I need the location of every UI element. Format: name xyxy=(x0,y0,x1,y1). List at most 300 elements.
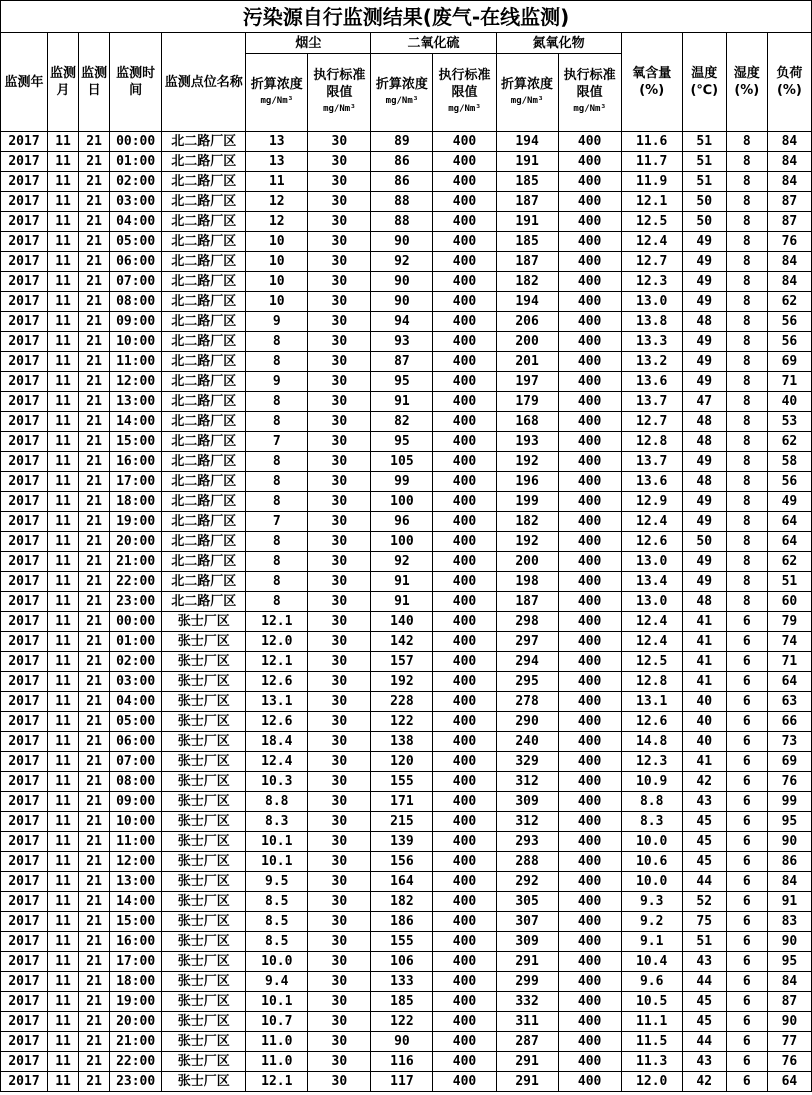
cell-nox-conc: 292 xyxy=(496,872,558,892)
cell-dust-limit: 30 xyxy=(308,1072,371,1092)
cell-so2-conc: 155 xyxy=(371,772,433,792)
cell-nox-conc: 197 xyxy=(496,372,558,392)
cell-dust-conc: 9.5 xyxy=(246,872,308,892)
cell-o2: 13.0 xyxy=(621,592,682,612)
cell-time: 22:00 xyxy=(110,1052,162,1072)
cell-day: 21 xyxy=(79,1032,110,1052)
cell-dust-conc: 8 xyxy=(246,552,308,572)
cell-site: 张士厂区 xyxy=(162,892,246,912)
cell-nox-conc: 193 xyxy=(496,432,558,452)
cell-load: 56 xyxy=(767,312,811,332)
cell-load: 90 xyxy=(767,832,811,852)
cell-load: 77 xyxy=(767,1032,811,1052)
cell-year: 2017 xyxy=(1,272,48,292)
unit-label: mg/Nm³ xyxy=(385,95,419,106)
cell-site: 北二路厂区 xyxy=(162,312,246,332)
cell-load: 95 xyxy=(767,952,811,972)
cell-nox-conc: 312 xyxy=(496,812,558,832)
cell-so2-limit: 400 xyxy=(433,572,496,592)
cell-so2-limit: 400 xyxy=(433,592,496,612)
cell-month: 11 xyxy=(48,612,79,632)
cell-site: 张士厂区 xyxy=(162,712,246,732)
cell-day: 21 xyxy=(79,392,110,412)
cell-nox-limit: 400 xyxy=(558,392,621,412)
cell-month: 11 xyxy=(48,512,79,532)
cell-so2-limit: 400 xyxy=(433,612,496,632)
cell-year: 2017 xyxy=(1,672,48,692)
cell-nox-conc: 291 xyxy=(496,1072,558,1092)
cell-dust-conc: 10.1 xyxy=(246,992,308,1012)
cell-o2: 12.0 xyxy=(621,1072,682,1092)
cell-nox-limit: 400 xyxy=(558,952,621,972)
cell-load: 64 xyxy=(767,512,811,532)
cell-month: 11 xyxy=(48,192,79,212)
cell-temp: 43 xyxy=(682,952,726,972)
cell-site: 张士厂区 xyxy=(162,932,246,952)
cell-humid: 6 xyxy=(726,1012,767,1032)
cell-time: 01:00 xyxy=(110,632,162,652)
cell-o2: 13.4 xyxy=(621,572,682,592)
table-row xyxy=(1,612,812,632)
cell-temp: 75 xyxy=(682,912,726,932)
cell-load: 76 xyxy=(767,1052,811,1072)
cell-nox-limit: 400 xyxy=(558,992,621,1012)
cell-month: 11 xyxy=(48,712,79,732)
cell-temp: 42 xyxy=(682,1072,726,1092)
cell-so2-conc: 156 xyxy=(371,852,433,872)
cell-o2: 12.4 xyxy=(621,512,682,532)
cell-temp: 49 xyxy=(682,272,726,292)
cell-load: 63 xyxy=(767,692,811,712)
cell-dust-limit: 30 xyxy=(308,832,371,852)
table-row xyxy=(1,772,812,792)
cell-dust-conc: 12.6 xyxy=(246,712,308,732)
cell-so2-limit: 400 xyxy=(433,1032,496,1052)
cell-nox-limit: 400 xyxy=(558,132,621,152)
cell-humid: 8 xyxy=(726,452,767,472)
cell-day: 21 xyxy=(79,932,110,952)
cell-dust-limit: 30 xyxy=(308,532,371,552)
cell-so2-limit: 400 xyxy=(433,192,496,212)
cell-temp: 49 xyxy=(682,452,726,472)
cell-month: 11 xyxy=(48,852,79,872)
cell-year: 2017 xyxy=(1,332,48,352)
table-row xyxy=(1,752,812,772)
header-time: 监测时间 xyxy=(110,33,162,132)
cell-so2-conc: 92 xyxy=(371,252,433,272)
header-month: 监测月 xyxy=(48,33,79,132)
cell-dust-conc: 12 xyxy=(246,212,308,232)
cell-year: 2017 xyxy=(1,212,48,232)
cell-site: 张士厂区 xyxy=(162,1052,246,1072)
cell-day: 21 xyxy=(79,412,110,432)
cell-o2: 11.5 xyxy=(621,1032,682,1052)
cell-nox-conc: 298 xyxy=(496,612,558,632)
unit-label: mg/Nm³ xyxy=(573,104,606,114)
cell-nox-conc: 201 xyxy=(496,352,558,372)
cell-dust-conc: 12.1 xyxy=(246,1072,308,1092)
cell-day: 21 xyxy=(79,432,110,452)
cell-dust-limit: 30 xyxy=(308,492,371,512)
cell-year: 2017 xyxy=(1,692,48,712)
cell-nox-conc: 309 xyxy=(496,932,558,952)
cell-o2: 10.4 xyxy=(621,952,682,972)
cell-so2-limit: 400 xyxy=(433,552,496,572)
cell-temp: 45 xyxy=(682,1012,726,1032)
table-row xyxy=(1,352,812,372)
cell-site: 张士厂区 xyxy=(162,852,246,872)
cell-dust-limit: 30 xyxy=(308,132,371,152)
cell-temp: 52 xyxy=(682,892,726,912)
cell-so2-conc: 106 xyxy=(371,952,433,972)
cell-site: 北二路厂区 xyxy=(162,272,246,292)
cell-humid: 8 xyxy=(726,572,767,592)
cell-day: 21 xyxy=(79,952,110,972)
cell-load: 90 xyxy=(767,1012,811,1032)
cell-time: 06:00 xyxy=(110,252,162,272)
cell-nox-conc: 278 xyxy=(496,692,558,712)
table-row xyxy=(1,672,812,692)
cell-nox-limit: 400 xyxy=(558,532,621,552)
cell-load: 49 xyxy=(767,492,811,512)
cell-site: 北二路厂区 xyxy=(162,512,246,532)
cell-nox-conc: 179 xyxy=(496,392,558,412)
cell-time: 13:00 xyxy=(110,392,162,412)
cell-month: 11 xyxy=(48,372,79,392)
cell-dust-conc: 13 xyxy=(246,132,308,152)
cell-so2-limit: 400 xyxy=(433,272,496,292)
cell-month: 11 xyxy=(48,992,79,1012)
cell-time: 18:00 xyxy=(110,492,162,512)
table-row xyxy=(1,592,812,612)
cell-dust-limit: 30 xyxy=(308,612,371,632)
cell-nox-conc: 311 xyxy=(496,1012,558,1032)
unit-label: mg/Nm³ xyxy=(260,95,294,106)
cell-o2: 10.0 xyxy=(621,832,682,852)
cell-load: 62 xyxy=(767,552,811,572)
cell-o2: 9.3 xyxy=(621,892,682,912)
cell-day: 21 xyxy=(79,1052,110,1072)
cell-so2-limit: 400 xyxy=(433,672,496,692)
cell-load: 95 xyxy=(767,812,811,832)
cell-so2-conc: 95 xyxy=(371,372,433,392)
cell-load: 62 xyxy=(767,432,811,452)
table-body xyxy=(1,132,812,1092)
cell-so2-limit: 400 xyxy=(433,452,496,472)
cell-so2-conc: 86 xyxy=(371,152,433,172)
cell-day: 21 xyxy=(79,472,110,492)
cell-dust-limit: 30 xyxy=(308,632,371,652)
cell-temp: 45 xyxy=(682,812,726,832)
cell-day: 21 xyxy=(79,792,110,812)
cell-nox-limit: 400 xyxy=(558,492,621,512)
cell-dust-limit: 30 xyxy=(308,592,371,612)
cell-nox-conc: 295 xyxy=(496,672,558,692)
cell-so2-conc: 133 xyxy=(371,972,433,992)
cell-load: 69 xyxy=(767,752,811,772)
cell-temp: 50 xyxy=(682,192,726,212)
cell-month: 11 xyxy=(48,1012,79,1032)
cell-o2: 12.8 xyxy=(621,432,682,452)
cell-dust-conc: 8 xyxy=(246,332,308,352)
cell-o2: 12.9 xyxy=(621,492,682,512)
cell-time: 21:00 xyxy=(110,552,162,572)
cell-day: 21 xyxy=(79,892,110,912)
cell-dust-limit: 30 xyxy=(308,792,371,812)
cell-temp: 44 xyxy=(682,1032,726,1052)
cell-site: 北二路厂区 xyxy=(162,172,246,192)
cell-nox-limit: 400 xyxy=(558,932,621,952)
table-row xyxy=(1,572,812,592)
cell-nox-limit: 400 xyxy=(558,592,621,612)
cell-nox-limit: 400 xyxy=(558,852,621,872)
cell-load: 60 xyxy=(767,592,811,612)
cell-day: 21 xyxy=(79,372,110,392)
cell-dust-limit: 30 xyxy=(308,172,371,192)
cell-year: 2017 xyxy=(1,772,48,792)
cell-nox-conc: 192 xyxy=(496,532,558,552)
cell-nox-limit: 400 xyxy=(558,1072,621,1092)
cell-dust-conc: 8.3 xyxy=(246,812,308,832)
cell-so2-limit: 400 xyxy=(433,372,496,392)
cell-dust-conc: 10 xyxy=(246,292,308,312)
cell-humid: 6 xyxy=(726,612,767,632)
cell-humid: 6 xyxy=(726,972,767,992)
cell-so2-conc: 185 xyxy=(371,992,433,1012)
cell-time: 02:00 xyxy=(110,172,162,192)
cell-temp: 49 xyxy=(682,352,726,372)
cell-time: 19:00 xyxy=(110,512,162,532)
cell-so2-conc: 92 xyxy=(371,552,433,572)
cell-nox-conc: 196 xyxy=(496,472,558,492)
cell-nox-conc: 185 xyxy=(496,232,558,252)
cell-nox-limit: 400 xyxy=(558,892,621,912)
header-humid: 湿度(%) xyxy=(726,33,767,132)
table-row xyxy=(1,952,812,972)
cell-dust-conc: 8 xyxy=(246,392,308,412)
cell-nox-conc: 299 xyxy=(496,972,558,992)
table-row xyxy=(1,432,812,452)
cell-site: 北二路厂区 xyxy=(162,332,246,352)
cell-nox-conc: 288 xyxy=(496,852,558,872)
cell-year: 2017 xyxy=(1,952,48,972)
cell-month: 11 xyxy=(48,792,79,812)
cell-site: 北二路厂区 xyxy=(162,472,246,492)
cell-temp: 51 xyxy=(682,132,726,152)
cell-so2-conc: 94 xyxy=(371,312,433,332)
cell-dust-conc: 11.0 xyxy=(246,1052,308,1072)
cell-year: 2017 xyxy=(1,992,48,1012)
cell-nox-limit: 400 xyxy=(558,232,621,252)
cell-day: 21 xyxy=(79,152,110,172)
cell-site: 北二路厂区 xyxy=(162,372,246,392)
cell-month: 11 xyxy=(48,232,79,252)
cell-time: 06:00 xyxy=(110,732,162,752)
table-row xyxy=(1,712,812,732)
cell-temp: 49 xyxy=(682,232,726,252)
cell-dust-limit: 30 xyxy=(308,932,371,952)
cell-o2: 13.0 xyxy=(621,292,682,312)
table-row xyxy=(1,652,812,672)
header-so2-limit: 执行标准限值 mg/Nm³ xyxy=(433,54,496,132)
cell-day: 21 xyxy=(79,312,110,332)
cell-load: 58 xyxy=(767,452,811,472)
cell-day: 21 xyxy=(79,972,110,992)
cell-temp: 49 xyxy=(682,572,726,592)
cell-o2: 9.6 xyxy=(621,972,682,992)
cell-nox-limit: 400 xyxy=(558,412,621,432)
table-row xyxy=(1,1012,812,1032)
cell-temp: 51 xyxy=(682,152,726,172)
cell-month: 11 xyxy=(48,912,79,932)
cell-year: 2017 xyxy=(1,832,48,852)
cell-time: 04:00 xyxy=(110,212,162,232)
cell-time: 07:00 xyxy=(110,752,162,772)
cell-dust-conc: 8.5 xyxy=(246,932,308,952)
cell-o2: 12.4 xyxy=(621,612,682,632)
cell-nox-limit: 400 xyxy=(558,1012,621,1032)
cell-dust-limit: 30 xyxy=(308,272,371,292)
table-row xyxy=(1,972,812,992)
cell-dust-conc: 12.0 xyxy=(246,632,308,652)
cell-load: 84 xyxy=(767,172,811,192)
cell-so2-limit: 400 xyxy=(433,312,496,332)
cell-humid: 8 xyxy=(726,212,767,232)
cell-so2-conc: 215 xyxy=(371,812,433,832)
cell-month: 11 xyxy=(48,452,79,472)
cell-humid: 8 xyxy=(726,312,767,332)
cell-nox-conc: 187 xyxy=(496,252,558,272)
cell-dust-conc: 7 xyxy=(246,512,308,532)
table-row xyxy=(1,1032,812,1052)
cell-load: 40 xyxy=(767,392,811,412)
cell-month: 11 xyxy=(48,1052,79,1072)
cell-load: 99 xyxy=(767,792,811,812)
cell-load: 64 xyxy=(767,672,811,692)
cell-year: 2017 xyxy=(1,412,48,432)
cell-year: 2017 xyxy=(1,892,48,912)
cell-month: 11 xyxy=(48,272,79,292)
cell-month: 11 xyxy=(48,772,79,792)
cell-o2: 11.9 xyxy=(621,172,682,192)
cell-site: 张士厂区 xyxy=(162,752,246,772)
cell-year: 2017 xyxy=(1,632,48,652)
cell-humid: 8 xyxy=(726,192,767,212)
cell-dust-limit: 30 xyxy=(308,652,371,672)
cell-load: 64 xyxy=(767,1072,811,1092)
cell-time: 13:00 xyxy=(110,872,162,892)
cell-month: 11 xyxy=(48,392,79,412)
cell-humid: 8 xyxy=(726,132,767,152)
cell-humid: 6 xyxy=(726,692,767,712)
cell-temp: 44 xyxy=(682,872,726,892)
cell-month: 11 xyxy=(48,872,79,892)
table-row xyxy=(1,732,812,752)
table-row xyxy=(1,912,812,932)
cell-site: 北二路厂区 xyxy=(162,432,246,452)
cell-o2: 11.6 xyxy=(621,132,682,152)
table-row xyxy=(1,1052,812,1072)
cell-temp: 41 xyxy=(682,652,726,672)
cell-humid: 8 xyxy=(726,512,767,532)
cell-so2-conc: 86 xyxy=(371,172,433,192)
table-row xyxy=(1,212,812,232)
cell-dust-conc: 8.8 xyxy=(246,792,308,812)
cell-dust-limit: 30 xyxy=(308,292,371,312)
cell-o2: 10.9 xyxy=(621,772,682,792)
cell-temp: 41 xyxy=(682,752,726,772)
cell-year: 2017 xyxy=(1,1012,48,1032)
cell-month: 11 xyxy=(48,472,79,492)
cell-o2: 14.8 xyxy=(621,732,682,752)
cell-so2-limit: 400 xyxy=(433,1052,496,1072)
cell-time: 17:00 xyxy=(110,472,162,492)
cell-temp: 41 xyxy=(682,632,726,652)
cell-site: 张士厂区 xyxy=(162,992,246,1012)
cell-month: 11 xyxy=(48,352,79,372)
cell-so2-limit: 400 xyxy=(433,392,496,412)
cell-time: 22:00 xyxy=(110,572,162,592)
cell-o2: 13.3 xyxy=(621,332,682,352)
cell-month: 11 xyxy=(48,1032,79,1052)
header-load: 负荷(%) xyxy=(767,33,811,132)
cell-dust-limit: 30 xyxy=(308,372,371,392)
cell-humid: 8 xyxy=(726,592,767,612)
cell-humid: 8 xyxy=(726,432,767,452)
cell-nox-limit: 400 xyxy=(558,372,621,392)
cell-year: 2017 xyxy=(1,812,48,832)
cell-so2-limit: 400 xyxy=(433,532,496,552)
cell-dust-limit: 30 xyxy=(308,152,371,172)
cell-so2-limit: 400 xyxy=(433,172,496,192)
cell-o2: 12.1 xyxy=(621,192,682,212)
cell-temp: 49 xyxy=(682,552,726,572)
cell-time: 12:00 xyxy=(110,372,162,392)
cell-nox-conc: 200 xyxy=(496,552,558,572)
cell-nox-conc: 293 xyxy=(496,832,558,852)
cell-day: 21 xyxy=(79,712,110,732)
cell-so2-conc: 88 xyxy=(371,212,433,232)
cell-year: 2017 xyxy=(1,172,48,192)
cell-dust-conc: 10.7 xyxy=(246,1012,308,1032)
cell-so2-limit: 400 xyxy=(433,712,496,732)
cell-dust-conc: 12.1 xyxy=(246,612,308,632)
table-row xyxy=(1,992,812,1012)
cell-dust-conc: 18.4 xyxy=(246,732,308,752)
cell-day: 21 xyxy=(79,252,110,272)
cell-month: 11 xyxy=(48,212,79,232)
cell-dust-limit: 30 xyxy=(308,212,371,232)
cell-day: 21 xyxy=(79,752,110,772)
table-row xyxy=(1,492,812,512)
cell-nox-conc: 182 xyxy=(496,512,558,532)
cell-nox-conc: 291 xyxy=(496,952,558,972)
cell-time: 10:00 xyxy=(110,812,162,832)
cell-humid: 8 xyxy=(726,352,767,372)
cell-month: 11 xyxy=(48,812,79,832)
cell-site: 北二路厂区 xyxy=(162,492,246,512)
table-row xyxy=(1,132,812,152)
cell-nox-limit: 400 xyxy=(558,332,621,352)
cell-site: 北二路厂区 xyxy=(162,532,246,552)
table-row xyxy=(1,1072,812,1092)
table-row xyxy=(1,152,812,172)
cell-so2-limit: 400 xyxy=(433,292,496,312)
cell-so2-limit: 400 xyxy=(433,932,496,952)
cell-dust-limit: 30 xyxy=(308,952,371,972)
cell-temp: 44 xyxy=(682,972,726,992)
cell-temp: 42 xyxy=(682,772,726,792)
